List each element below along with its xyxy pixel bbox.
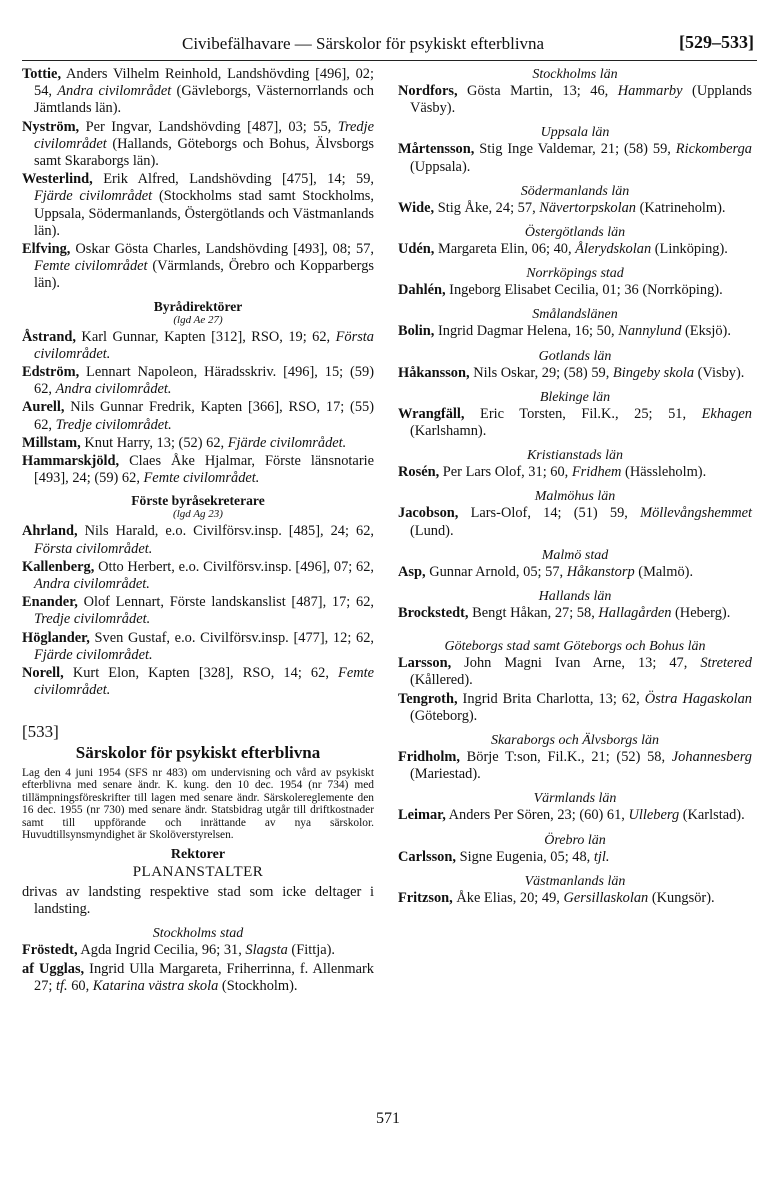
section-heading: Förste byråsekreterare bbox=[131, 493, 265, 509]
entry-name: Hammarskjöld, bbox=[22, 453, 120, 470]
directory-entry bbox=[22, 66, 374, 118]
directory-entry bbox=[22, 630, 374, 664]
entry-name: Fridholm, bbox=[398, 749, 460, 766]
entry-italic: Hammarby bbox=[617, 83, 683, 99]
entry-name: Kallenberg, bbox=[22, 558, 95, 575]
directory-entry bbox=[22, 559, 374, 593]
entry-text: Lars-Olof, 14; (51) 59, bbox=[458, 505, 641, 522]
directory-entry bbox=[398, 83, 752, 117]
entry-text: Bengt Håkan, 27; 58, bbox=[468, 605, 599, 622]
entry-text: Claes Åke Hjalmar, Förste länsnotarie [493], 24; (59) 62, bbox=[34, 453, 374, 487]
region-heading: Norrköpings stad bbox=[526, 266, 624, 282]
directory-entry bbox=[398, 365, 752, 382]
entry-italic: Hallagården bbox=[598, 605, 672, 622]
region-heading: Gotlands län bbox=[538, 348, 612, 364]
directory-entry bbox=[398, 849, 752, 866]
region-heading: Kristianstads län bbox=[526, 448, 624, 464]
directory-entry bbox=[398, 241, 752, 258]
directory-entry bbox=[398, 749, 752, 783]
directory-entry bbox=[398, 406, 752, 440]
header-section-range: [529–533] bbox=[679, 32, 754, 52]
entry-text: Anders Vilhelm Reinhold, Landshövding [496], 02; 54, bbox=[34, 66, 374, 100]
entry-name: Fröstedt, bbox=[22, 942, 78, 959]
entry-name: Fritzson, bbox=[398, 889, 453, 906]
entry-text: Stig Inge Valdemar, 21; (58) 59, bbox=[474, 141, 676, 158]
entry-italic: Femte civilområdet. bbox=[143, 470, 260, 487]
entry-text: Börje T:son, Fil.K., 21; (52) 58, bbox=[459, 749, 672, 766]
entry-tail: (Malmö). bbox=[634, 563, 694, 580]
directory-entry bbox=[398, 655, 752, 689]
region-heading: Örebro län bbox=[544, 832, 606, 848]
entry-text: Margareta Elin, 06; 40, bbox=[434, 241, 576, 258]
entry-italic: Tredje civilområdet. bbox=[34, 611, 151, 628]
directory-entry bbox=[398, 807, 752, 824]
law-paragraph: Lag den 4 juni 1954 (SFS nr 483) om undervisning och vård av psykiskt efterblivna med senare ändr. K. kung. den 10 dec. 1954 (nr 734) med tillämpningsföreskrifter till lagen med senare ändr. Särskolereglemente den 16 dec. 1955 (nr 730) med senare ändr. Statsbidrag utgår till driftkostnader samt till uppförande och inrättande av nya särskolor. Huvudtillsynsmyndighet är Skolöverstyrelsen. bbox=[22, 766, 374, 842]
entry-text: Ingrid Brita Charlotta, 13; 62, bbox=[457, 690, 645, 707]
entry-name: Jacobson, bbox=[398, 505, 459, 522]
entry-text: Gunnar Arnold, 05; 57, bbox=[425, 563, 567, 580]
entry-text: Knut Harry, 13; (52) 62, bbox=[80, 434, 228, 451]
entry-text: Nils Oskar, 29; (58) 59, bbox=[469, 364, 613, 381]
region-heading: Stockholms län bbox=[532, 67, 618, 82]
salary-grade: (lgd Ag 23) bbox=[173, 508, 223, 521]
entry-tail: (Katrineholm). bbox=[636, 199, 726, 216]
entry-name: Åstrand, bbox=[22, 328, 76, 345]
directory-entry bbox=[22, 364, 374, 398]
entry-name: Udén, bbox=[398, 241, 435, 258]
entry-tail: (Kungsör). bbox=[648, 889, 715, 906]
entry-text: Ingeborg Elisabet Cecilia, 01; 36 (Norrköping). bbox=[445, 282, 723, 299]
entry-tail: (Gävleborgs, Västernorrlands och Jämtlands län). bbox=[34, 83, 374, 117]
entry-name: Wide, bbox=[398, 199, 435, 216]
region-heading: Smålandslänen bbox=[532, 307, 618, 323]
entry-tail: (Visby). bbox=[694, 364, 745, 381]
left-column bbox=[22, 66, 374, 996]
region-heading: Blekinge län bbox=[539, 389, 611, 405]
directory-entry bbox=[22, 241, 374, 293]
entry-name: Leimar, bbox=[398, 807, 446, 824]
entry-text: Olof Lennart, Förste landskanslist [487], 17; 62, bbox=[77, 594, 374, 611]
description-paragraph: drivas av landsting respektive stad som icke deltager i landsting. bbox=[22, 884, 374, 918]
entry-text: Per Ingvar, Landshövding [487], 03; 55, bbox=[79, 118, 338, 135]
entry-name: Norell, bbox=[22, 665, 64, 682]
entry-text: Stig Åke, 24; 57, bbox=[434, 199, 540, 216]
directory-entry bbox=[22, 523, 374, 557]
entry-italic: Fridhem bbox=[571, 464, 622, 481]
entry-italic: Nävertorpskolan bbox=[539, 199, 636, 216]
directory-entry bbox=[398, 200, 752, 217]
entry-text: Kurt Elon, Kapten [328], RSO, 14; 62, bbox=[63, 665, 339, 682]
directory-entry bbox=[398, 605, 752, 622]
entry-name: Aurell, bbox=[22, 399, 65, 416]
region-heading: Södermanlands län bbox=[520, 183, 630, 199]
entry-tail: (Karlstad). bbox=[679, 807, 745, 824]
entry-name: Bolin, bbox=[398, 323, 435, 340]
entry-text: Oskar Gösta Charles, Landshövding [493], 08; 57, bbox=[70, 241, 374, 258]
entry-text: Anders Per Sören, 23; (60) 61, bbox=[445, 807, 629, 824]
directory-entry bbox=[398, 564, 752, 581]
entry-italic: Andra civilområdet bbox=[57, 83, 172, 100]
entry-name: Höglander, bbox=[22, 629, 90, 646]
entry-text: Ingrid Dagmar Helena, 16; 50, bbox=[434, 323, 619, 340]
entry-italic: Femte civilområdet bbox=[34, 258, 148, 275]
entry-italic: Fjärde civilområdet. bbox=[227, 434, 347, 451]
entry-italic: Andra civilområdet. bbox=[34, 576, 150, 593]
entry-text: Karl Gunnar, Kapten [312], RSO, 19; 62, bbox=[75, 328, 336, 345]
directory-entry bbox=[22, 399, 374, 433]
entry-italic: Gersillaskolan bbox=[563, 889, 649, 906]
header-title: Civibefälhavare — Särskolor för psykiskt efterblivna bbox=[182, 34, 545, 53]
entry-tail: (Kållered). bbox=[410, 672, 473, 689]
entry-name: Asp, bbox=[398, 563, 426, 580]
entry-italic: Första civilområdet. bbox=[34, 328, 374, 362]
entry-tail: (Göteborg). bbox=[410, 707, 478, 724]
entry-italic: Johannesberg bbox=[671, 749, 752, 766]
entry-tail: 60, bbox=[67, 977, 93, 994]
entry-name: Tengroth, bbox=[398, 690, 458, 707]
entry-italic: Bingeby skola bbox=[612, 364, 695, 381]
directory-entry bbox=[398, 464, 752, 481]
entry-italic: Slagsta bbox=[245, 942, 288, 959]
region-heading: Hallands län bbox=[538, 589, 612, 605]
entry-italic: Andra civilområdet. bbox=[55, 381, 172, 398]
region-heading: Stockholms stad bbox=[152, 926, 244, 942]
directory-entry bbox=[398, 323, 752, 340]
subsection-heading: PLANANSTALTER bbox=[132, 864, 264, 881]
entry-italic: Nannylund bbox=[618, 323, 682, 340]
entry-tail: (Värmlands, Örebro och Kopparbergs län). bbox=[34, 258, 374, 292]
right-column bbox=[398, 66, 752, 908]
entry-italic: Håkanstorp bbox=[566, 563, 635, 580]
section-number: [533] bbox=[22, 721, 59, 741]
entry-tail: (Stockholm). bbox=[218, 977, 298, 994]
entry-name: Tottie, bbox=[22, 66, 62, 82]
salary-grade: (lgd Ae 27) bbox=[173, 313, 223, 326]
entry-name: Larsson, bbox=[398, 655, 452, 672]
region-heading: Östergötlands län bbox=[524, 225, 626, 241]
entry-italic: tjl. bbox=[593, 848, 610, 865]
entry-tail: (Eksjö). bbox=[681, 323, 731, 340]
entry-text: Signe Eugenia, 05; 48, bbox=[455, 848, 594, 865]
entry-name: Edström, bbox=[22, 364, 80, 381]
region-heading: Uppsala län bbox=[540, 125, 610, 141]
entry-italic: Tredje civilområdet bbox=[34, 118, 374, 152]
entry-italic: Östra Hagaskolan bbox=[644, 690, 752, 707]
entry-text: John Magni Ivan Arne, 13; 47, bbox=[451, 655, 701, 672]
directory-entry bbox=[398, 505, 752, 539]
directory-entry bbox=[22, 961, 374, 995]
entry-name: Wrangfäll, bbox=[398, 405, 465, 422]
directory-entry bbox=[398, 890, 752, 907]
entry-italic: Ålerydskolan bbox=[575, 241, 652, 258]
region-heading: Göteborgs stad samt Göteborgs och Bohus län bbox=[444, 639, 706, 655]
directory-entry bbox=[22, 435, 374, 452]
entry-tail: (Hässleholm). bbox=[621, 464, 707, 481]
entry-italic: Fjärde civilområdet. bbox=[34, 646, 153, 663]
entry-tail: (Stockholms stad samt Stockholms, Uppsala, Södermanlands, Östergötlands och Västmanlands län). bbox=[34, 188, 374, 239]
section-title: Särskolor för psykiskt efterblivna bbox=[75, 742, 321, 762]
entry-italic: Första civilområdet. bbox=[34, 540, 153, 557]
entry-italic: Ulleberg bbox=[628, 807, 680, 824]
entry-italic: Möllevångshemmet bbox=[640, 505, 752, 522]
directory-entry bbox=[22, 942, 374, 959]
entry-tail: (Lund). bbox=[410, 522, 454, 539]
region-heading: Västmanlands län bbox=[524, 873, 626, 889]
entry-text: Sven Gustaf, e.o. Civilförsv.insp. [477], 12; 62, bbox=[89, 629, 374, 646]
directory-entry bbox=[398, 141, 752, 175]
directory-entry bbox=[22, 453, 374, 487]
section-heading: Byrådirektörer bbox=[153, 298, 243, 314]
entry-italic: Tredje civilområdet. bbox=[55, 416, 172, 433]
entry-text: Agda Ingrid Cecilia, 96; 31, bbox=[77, 942, 246, 959]
entry-italic: Fjärde civilområdet bbox=[34, 188, 153, 205]
entry-name: Brockstedt, bbox=[398, 605, 469, 622]
entry-text: Gösta Martin, 13; 46, bbox=[457, 83, 618, 99]
entry-name: Carlsson, bbox=[398, 848, 456, 865]
entry-name: Dahlén, bbox=[398, 282, 446, 299]
entry-name: Mårtensson, bbox=[398, 141, 475, 158]
entry-text: Lennart Napoleon, Häradsskriv. [496], 15; (59) 62, bbox=[34, 364, 374, 398]
region-heading: Malmö stad bbox=[541, 547, 609, 563]
directory-entry bbox=[22, 171, 374, 240]
entry-tail: (Linköping). bbox=[651, 241, 728, 258]
entry-tail: (Fittja). bbox=[287, 942, 335, 959]
directory-entry bbox=[22, 594, 374, 628]
entry-name: Ahrland, bbox=[22, 523, 78, 540]
entry-name: Westerlind, bbox=[22, 171, 93, 188]
entry-tail: (Uppsala). bbox=[410, 158, 471, 175]
entry-name: Millstam, bbox=[22, 434, 81, 451]
entry-tail: (Hallands, Göteborgs och Bohus, Älvsborgs samt Skaraborgs län). bbox=[34, 135, 374, 170]
entry-italic: Rickomberga bbox=[675, 141, 752, 158]
entry-text: Åke Elias, 20; 49, bbox=[452, 889, 564, 906]
region-heading: Skaraborgs och Älvsborgs län bbox=[490, 733, 660, 749]
directory-entry bbox=[398, 691, 752, 725]
entry-tail: (Heberg). bbox=[671, 605, 731, 622]
entry-text: Per Lars Olof, 31; 60, bbox=[439, 464, 572, 481]
entry-text: Eric Torsten, Fil.K., 25; 51, bbox=[464, 405, 702, 422]
entry-name: Nordfors, bbox=[398, 83, 458, 99]
directory-entry bbox=[22, 119, 374, 171]
entry-tail: (Karlshamn). bbox=[410, 423, 487, 440]
region-heading: Malmöhus län bbox=[534, 489, 616, 505]
entry-name: Rosén, bbox=[398, 464, 440, 481]
entry-tail: (Mariestad). bbox=[410, 766, 481, 783]
entry-name: Håkansson, bbox=[398, 364, 470, 381]
region-heading: Värmlands län bbox=[533, 791, 617, 807]
entry-tail: (Upplands Väsby). bbox=[410, 83, 752, 117]
header-rule bbox=[22, 60, 757, 61]
entry-italic: Katarina västra skola bbox=[92, 977, 219, 994]
entry-text: Nils Harald, e.o. Civilförsv.insp. [485], 24; 62, bbox=[77, 523, 374, 540]
page-number: 571 bbox=[376, 1110, 400, 1127]
entry-italic: tf. bbox=[56, 977, 68, 994]
entry-text: Nils Gunnar Fredrik, Kapten [366], RSO, 17; (55) 62, bbox=[34, 399, 374, 433]
entry-name: Elfving, bbox=[22, 241, 71, 258]
entry-italic: Ekhagen bbox=[701, 405, 752, 422]
entry-text: Erik Alfred, Landshövding [475], 14; 59, bbox=[92, 171, 374, 188]
directory-entry bbox=[22, 329, 374, 363]
running-header bbox=[22, 34, 754, 60]
directory-entry bbox=[398, 282, 752, 299]
entry-text: Ingrid Ulla Margareta, Friherrinna, f. Allenmark 27; bbox=[34, 960, 374, 994]
entry-name: Nyström, bbox=[22, 118, 80, 135]
entry-text: Otto Herbert, e.o. Civilförsv.insp. [496], 07; 62, bbox=[94, 558, 374, 575]
directory-entry bbox=[22, 665, 374, 699]
entry-italic: Stretered bbox=[700, 655, 752, 672]
entry-italic: Femte civilområdet. bbox=[34, 665, 374, 699]
section-heading: Rektorer bbox=[170, 847, 226, 863]
entry-name: Enander, bbox=[22, 594, 78, 611]
entry-name: af Ugglas, bbox=[22, 960, 85, 977]
